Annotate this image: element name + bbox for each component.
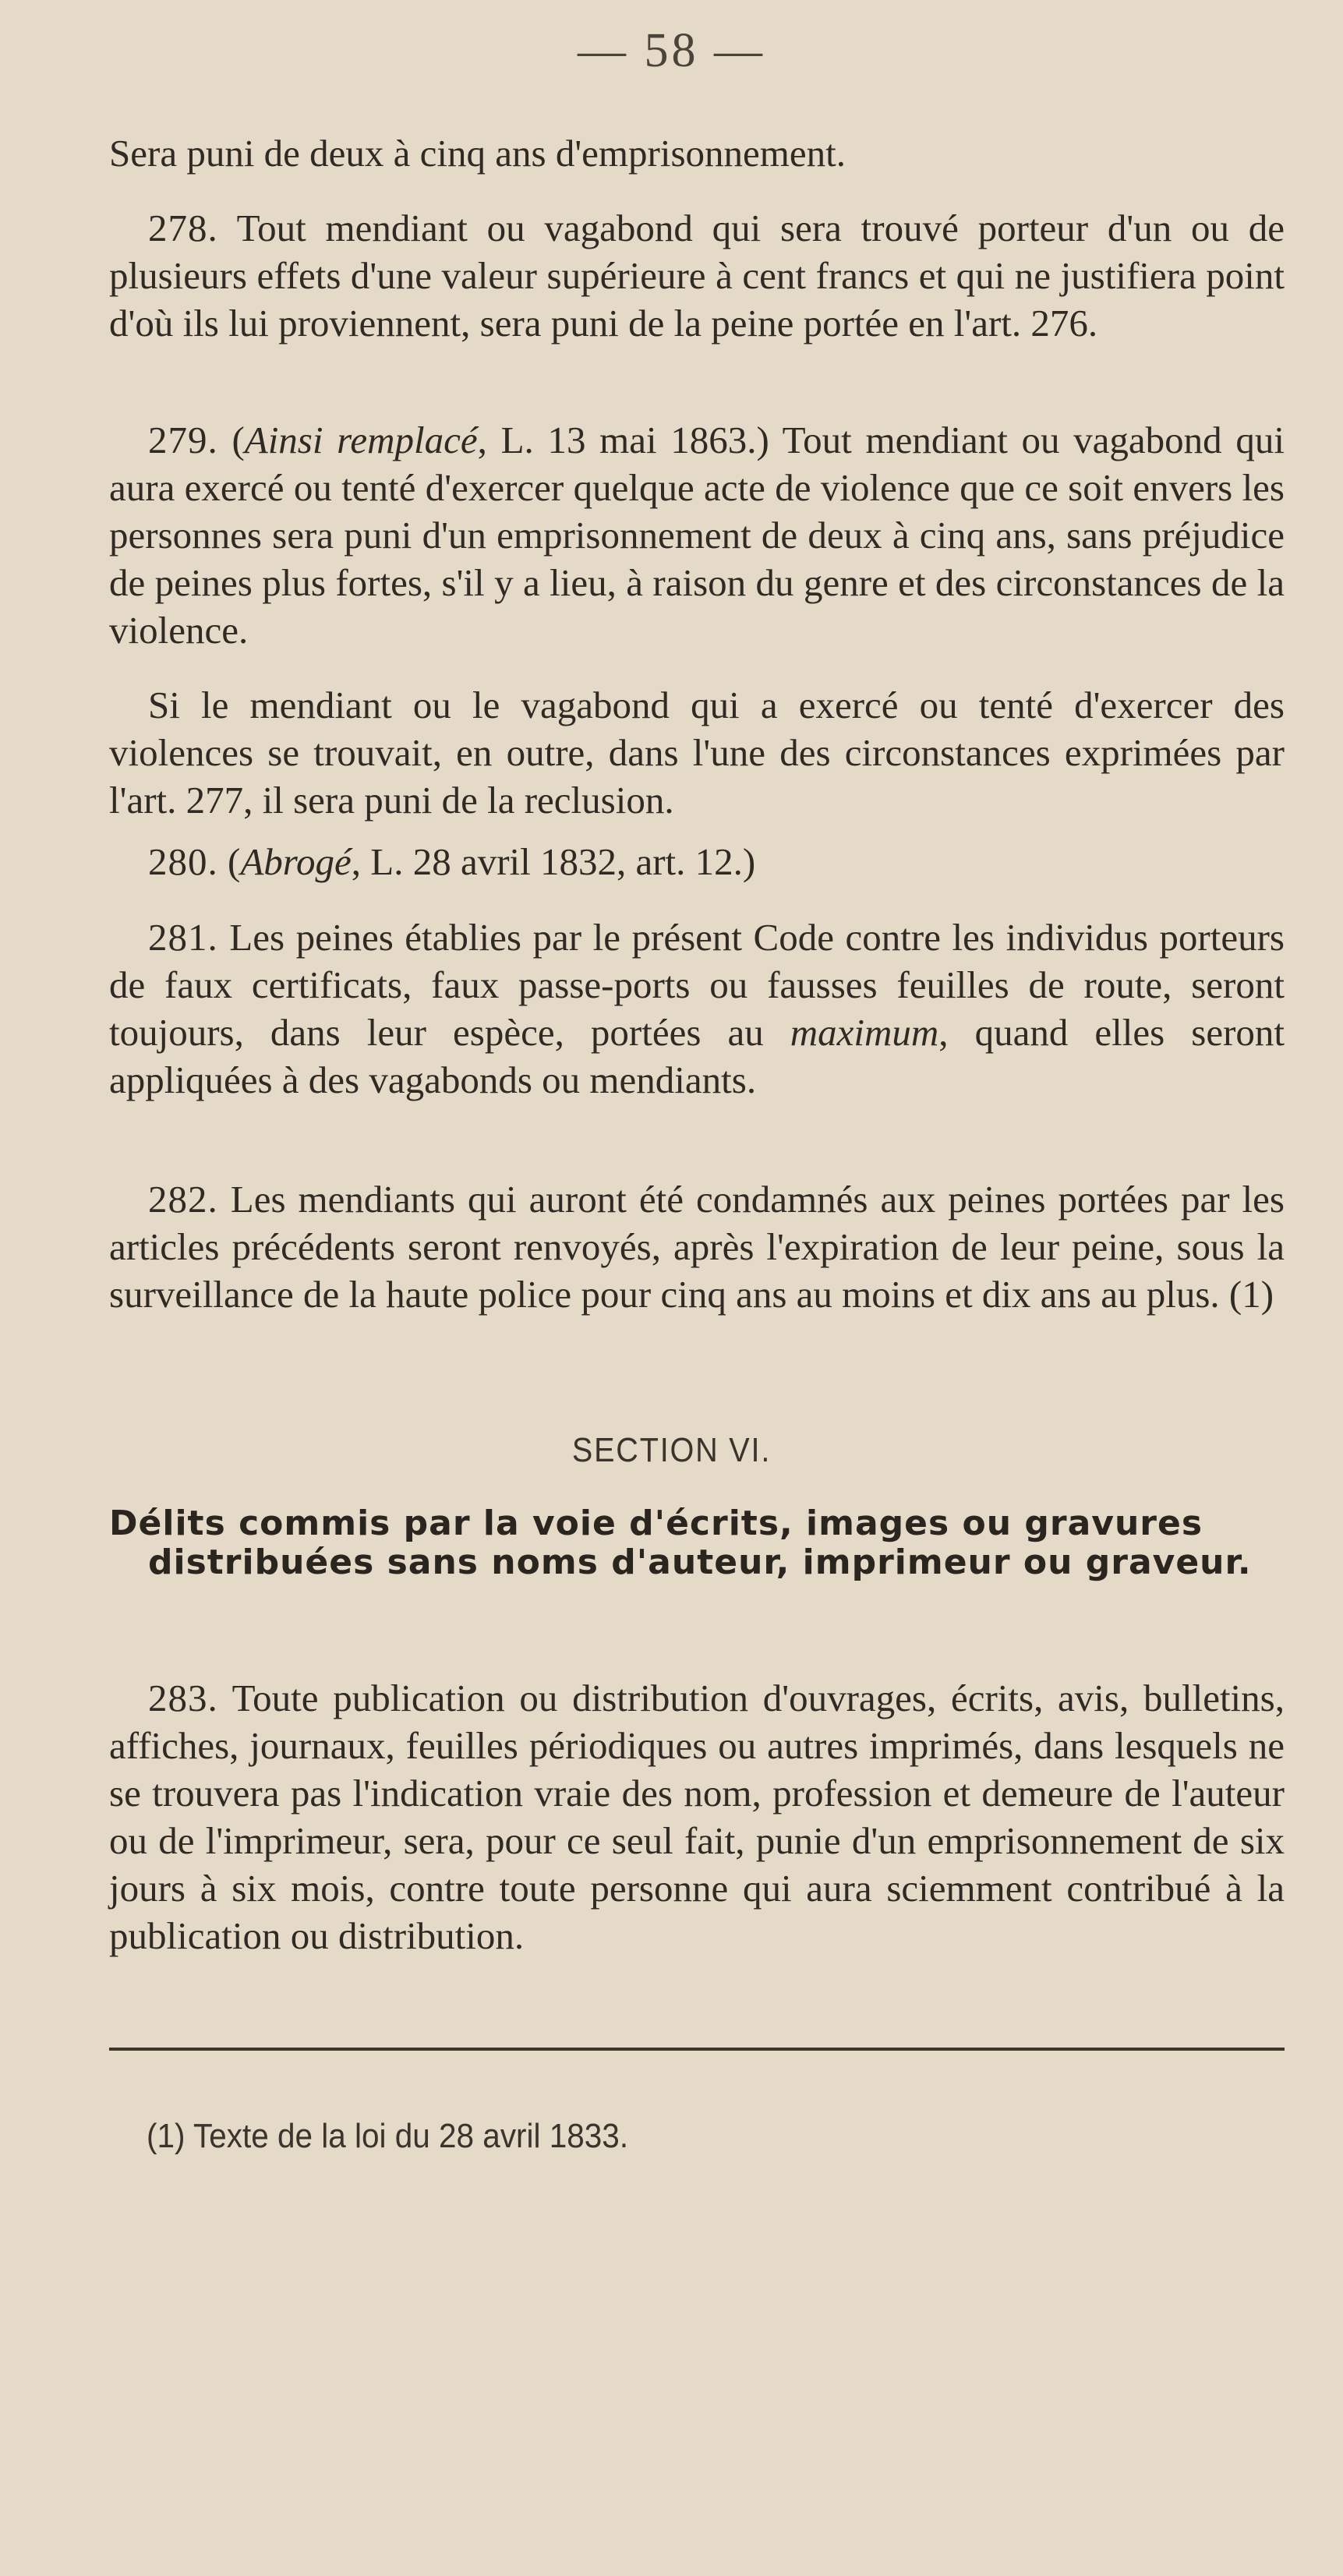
amendment-note-open: ( [228, 840, 241, 883]
article-number: 280. [148, 840, 218, 883]
section-title: SECTION VI. [571, 1431, 772, 1469]
article-279 [109, 416, 1285, 654]
footnote-divider [109, 2048, 1285, 2051]
amendment-note-rest: , L. 13 mai 1863.) [477, 419, 769, 461]
amendment-note-rest: , L. 28 avril 1832, art. 12.) [351, 840, 756, 883]
article-number: 278. [148, 207, 218, 249]
amendment-note-italic: Abrogé [240, 840, 352, 883]
article-283 [109, 1674, 1285, 1959]
amendment-note-open: ( [231, 419, 245, 461]
article-text: Toute publication ou distribution d'ouvrages, écrits, avis, bulletins, affiches, journaux, feuilles périodiques ou autres imprimés, dans lesquels ne se trouvera pas l'indication vraie des nom, profession et demeure de l'auteur ou de l'imprimeur, sera, pour ce seul fait, punie d'un emprisonnement de six jours à six mois, contre toute personne qui aura sciemment contribué à la publication ou distribution. [109, 1677, 1285, 1957]
article-281 [109, 913, 1285, 1104]
article-text: Tout mendiant ou vagabond qui sera trouvé porteur d'un ou de plusieurs effets d'une valeur supérieure à cent francs et qui ne justifiera point d'où ils lui proviennent, sera puni de la peine portée en l'art. 276. [109, 207, 1285, 345]
article-number: 279. [148, 419, 218, 461]
article-text-before: Les peines établies par le présent Code contre les individus porteurs de faux certificats, faux passe-ports ou fausses feuilles de route, seront toujours, dans leur espèce, portées au [109, 916, 1285, 1054]
page-number: — 58 — [578, 24, 765, 77]
article-number: 281. [148, 916, 218, 959]
article-text: Tout mendiant ou vagabond qui aura exercé ou tenté d'exercer quelque acte de violence que ce soit envers les personnes sera puni d'un emprisonnement de deux à cinq ans, sans préjudice de peines plus fortes, s'il y a lieu, à raison du genre et des circonstances de la violence. [109, 419, 1285, 652]
article-number: 282. [148, 1178, 218, 1221]
article-278 [109, 204, 1285, 347]
article-italic-term: maximum [790, 1011, 939, 1054]
amendment-note-italic: Ainsi remplacé [244, 419, 478, 461]
article-280 [109, 838, 1285, 885]
article-282 [109, 1175, 1285, 1318]
article-text: Les mendiants qui auront été condamnés aux peines portées par les articles précédents seront renvoyés, après l'expiration de leur peine, sous la surveillance de la haute police pour cinq ans au moins et dix ans au plus. (1) [109, 1178, 1285, 1316]
article-279-paragraph-2: Si le mendiant ou le vagabond qui a exercé ou tenté d'exercer des violences se trouvait, en outre, dans l'une des circonstances exprimées par l'art. 277, il sera puni de la reclusion. [109, 684, 1285, 822]
section-heading [109, 1504, 1285, 1582]
article-number: 283. [148, 1677, 218, 1719]
article-text-after: , quand elles seront appliquées à des vagabonds ou mendiants. [109, 1011, 1285, 1101]
section-heading-line-2: distribuées sans noms d'auteur, imprimeur ou graveur. [148, 1542, 1252, 1582]
section-heading-line-1: Délits commis par la voie d'écrits, images ou gravures [109, 1504, 1203, 1543]
footnote: (1) Texte de la loi du 28 avril 1833. [147, 2117, 629, 2155]
paragraph-intro: Sera puni de deux à cinq ans d'emprisonnement. [109, 132, 846, 175]
